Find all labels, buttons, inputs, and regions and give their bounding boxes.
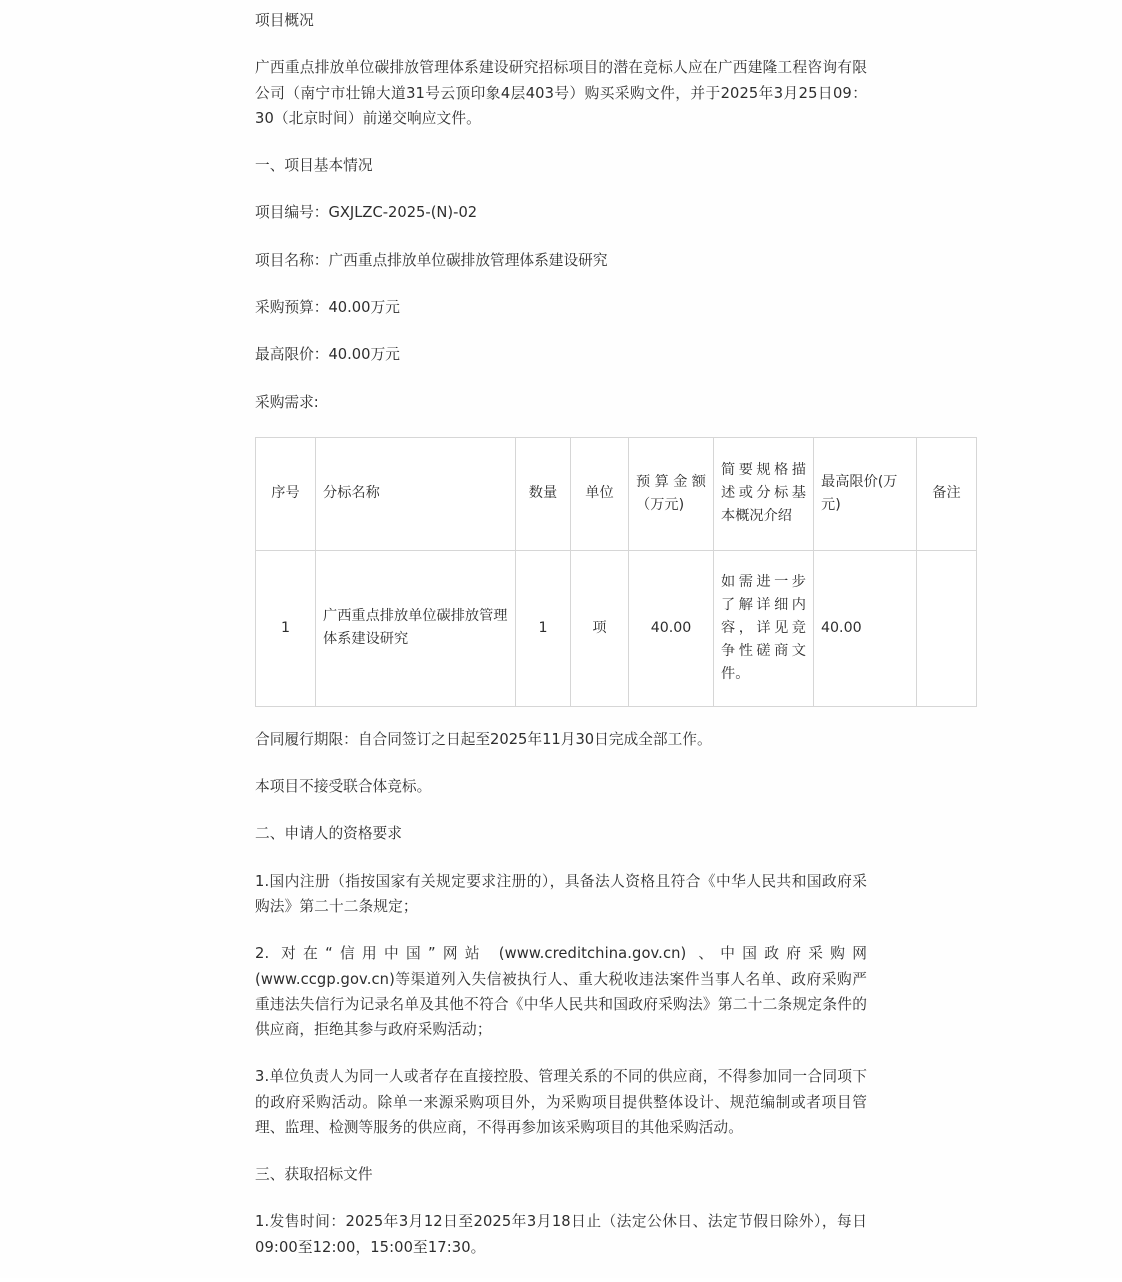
column-header-name: 分标名称	[316, 437, 516, 550]
table-header-row	[256, 437, 977, 550]
table-body	[256, 550, 977, 706]
qualification-item-2: 2. 对在“信用中国”网站 (www.creditchina.gov.cn) 、中国政府采购网 (www.ccgp.gov.cn)等渠道列入失信被执行人、重大税收违法案件当事人名单、政府采购严重违法失信行为记录名单及其他不符合《中华人民共和国政府采购法》第二十二条规定条件的供应商，拒绝其参与政府采购活动；	[255, 945, 867, 1039]
column-header-seq: 序号	[256, 437, 316, 550]
max-price-line	[255, 342, 867, 367]
section-one-heading: 一、项目基本情况	[255, 157, 373, 175]
cell-budget: 40.00	[629, 550, 714, 706]
column-header-qty: 数量	[516, 437, 571, 550]
contract-term-line: 合同履行期限：自合同签订之日起至2025年11月30日完成全部工作。	[255, 730, 712, 748]
consortium-note-line: 本项目不接受联合体竞标。	[255, 778, 432, 796]
table-row	[256, 550, 977, 706]
project-number-label: 项目编号：	[255, 204, 329, 222]
qualification-item-3: 3.单位负责人为同一人或者存在直接控股、管理关系的不同的供应商，不得参加同一合同项下的政府采购活动。除单一来源采购项目外，为采购项目提供整体设计、规范编制或者项目管理、监理、检测等服务的供应商，不得再参加该采购项目的其他采购活动。	[255, 1068, 867, 1136]
cell-max-price: 40.00	[814, 550, 917, 706]
project-number-value: GXJLZC-2025-(N)-02	[328, 204, 478, 222]
page-title: 项目概况	[255, 12, 314, 29]
column-header-budget: 预算金额（万元)	[629, 437, 714, 550]
section-two-heading: 二、申请人的资格要求	[255, 825, 402, 843]
cell-qty: 1	[516, 550, 571, 706]
column-header-unit: 单位	[571, 437, 629, 550]
cell-name: 广西重点排放单位碳排放管理体系建设研究	[316, 550, 516, 706]
project-number-line	[255, 200, 867, 225]
cell-seq: 1	[256, 550, 316, 706]
requirement-table	[255, 437, 977, 707]
document-acquisition-item-1: 1.发售时间：2025年3月12日至2025年3月18日止（法定公休日、法定节假日除外），每日09:00至12:00，15:00至17:30。	[255, 1213, 867, 1256]
column-header-description: 简要规格描述或分标基本概况介绍	[714, 437, 814, 550]
cell-description: 如需进一步了解详细内容，详见竞争性磋商文件。	[714, 550, 814, 706]
budget-label: 采购预算：	[255, 298, 329, 316]
qualification-item-1: 1.国内注册（指按国家有关规定要求注册的），具备法人资格且符合《中华人民共和国政府采购法》第二十二条规定；	[255, 872, 867, 915]
project-name-label: 项目名称：	[255, 251, 329, 269]
project-name-line	[255, 248, 867, 273]
cell-note	[917, 550, 977, 706]
column-header-note: 备注	[917, 437, 977, 550]
requirement-label: 采购需求:	[255, 393, 319, 411]
document-content	[255, 8, 961, 1282]
cell-unit: 项	[571, 550, 629, 706]
table-header	[256, 437, 977, 550]
max-price-label: 最高限价：	[255, 346, 329, 364]
project-name-value: 广西重点排放单位碳排放管理体系建设研究	[328, 251, 608, 269]
budget-line	[255, 295, 867, 320]
intro-paragraph: 广西重点排放单位碳排放管理体系建设研究招标项目的潜在竞标人应在广西建隆工程咨询有限公司（南宁市壮锦大道31号云顶印象4层403号）购买采购文件，并于2025年3月25日09：30（北京时间）前递交响应文件。	[255, 59, 867, 127]
budget-value: 40.00万元	[328, 298, 400, 316]
max-price-value: 40.00万元	[328, 346, 400, 364]
column-header-max-price: 最高限价(万元)	[814, 437, 917, 550]
section-three-heading: 三、获取招标文件	[255, 1166, 373, 1184]
